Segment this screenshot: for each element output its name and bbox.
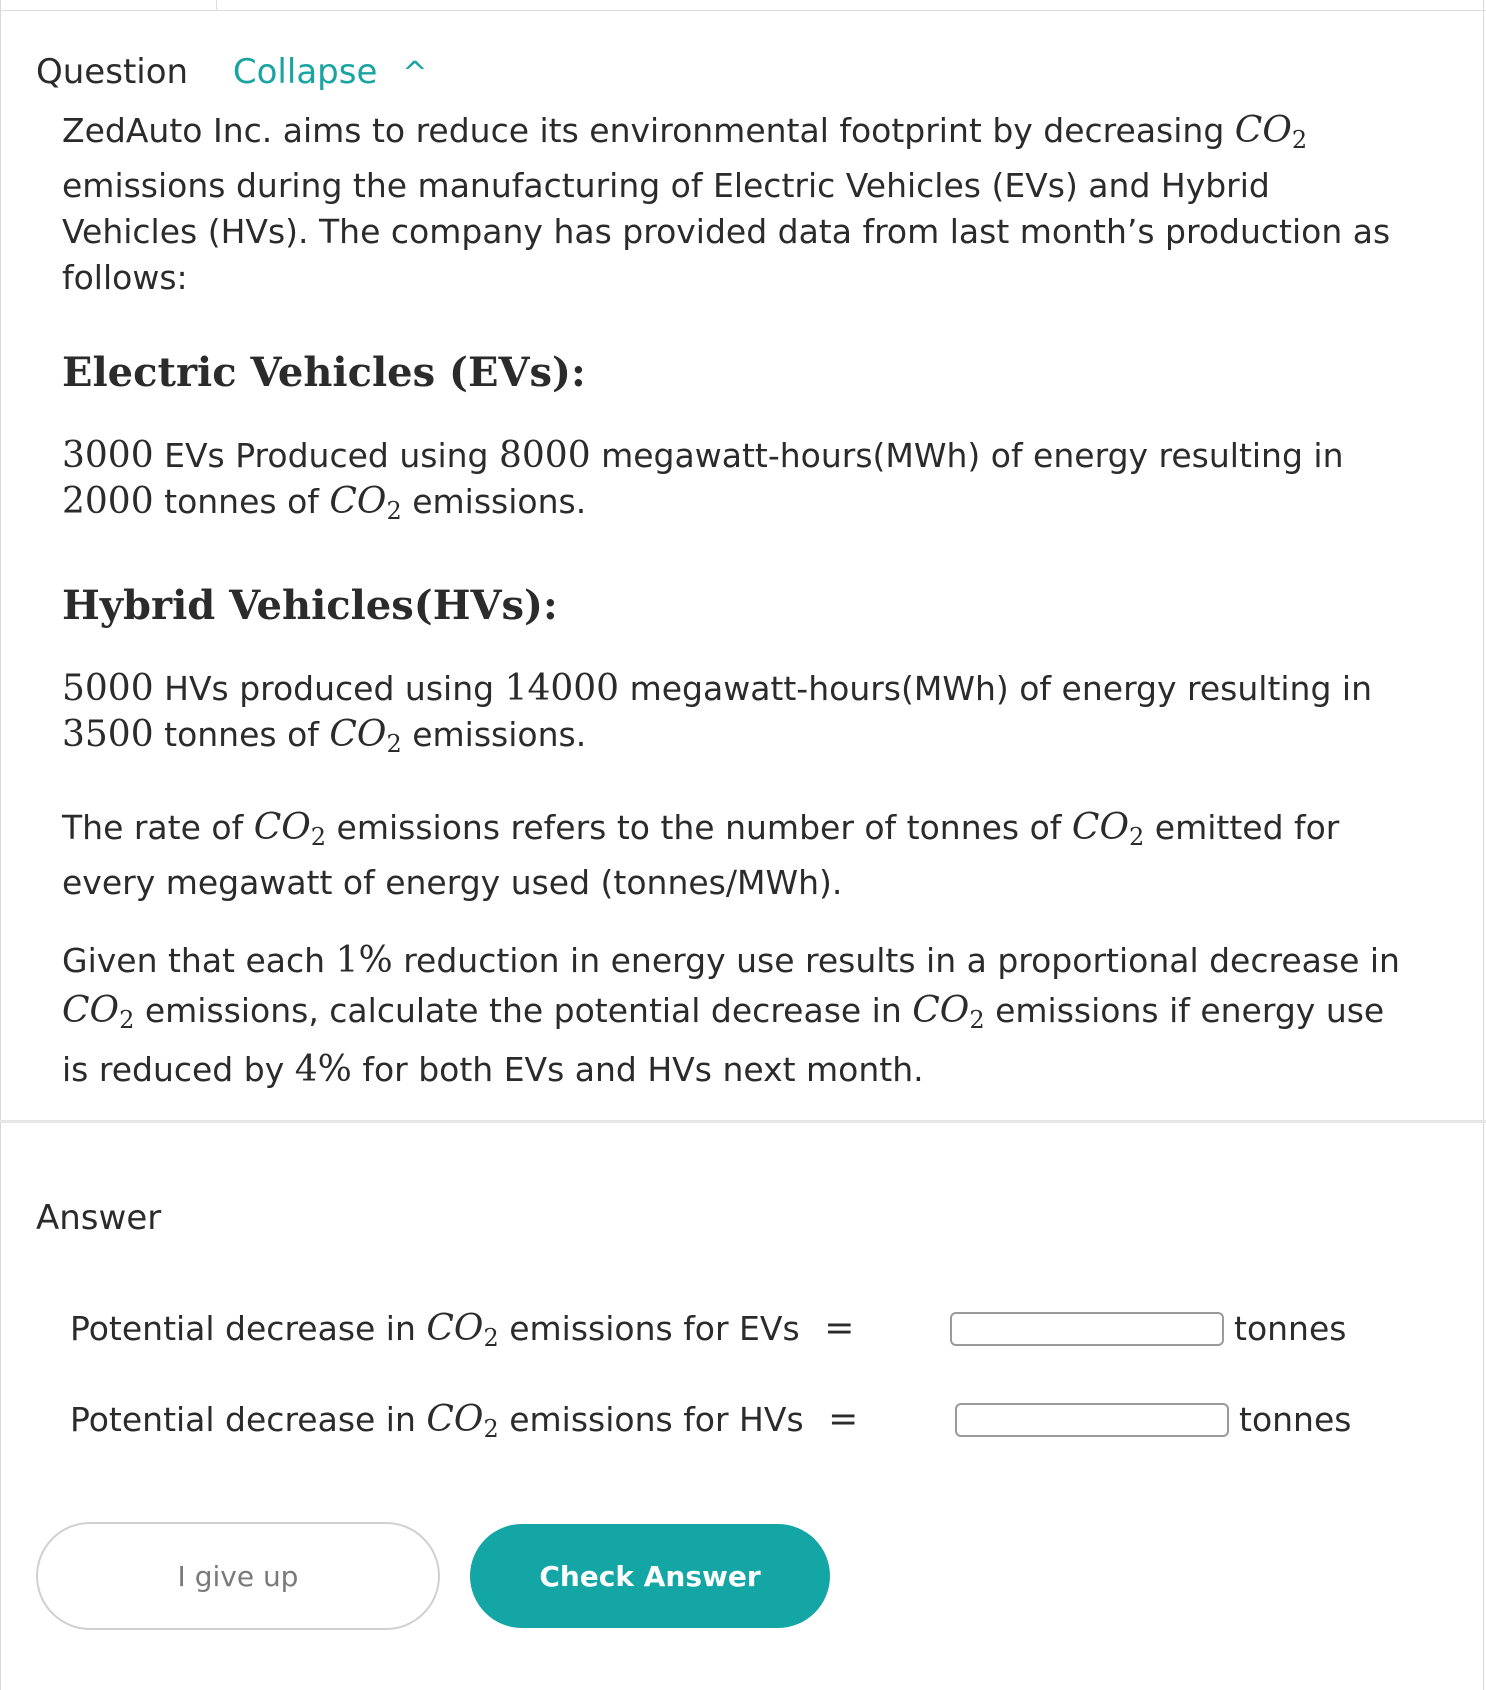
- rate-text-a: The rate of: [62, 808, 244, 847]
- rate-text-c: emitted for every megawatt of energy used (tonnes/MWh).: [62, 808, 1340, 902]
- answer-ev-label-b: emissions for EVs: [509, 1309, 800, 1348]
- given-paragraph: [62, 936, 1412, 1095]
- ev-text-2: megawatt-hours(MWh) of energy resulting in: [601, 436, 1344, 475]
- hv-text-2: megawatt-hours(MWh) of energy resulting in: [629, 669, 1372, 708]
- hv-answer-input[interactable]: [955, 1403, 1229, 1437]
- ev-energy: 8000: [498, 435, 591, 476]
- ev-text-3: tonnes of: [164, 482, 319, 521]
- ev-emissions: 2000: [62, 481, 154, 522]
- given-text-b: reduction in energy use results in a proportional decrease in: [403, 941, 1400, 980]
- given-percent-2: 4%: [294, 1049, 352, 1090]
- intro-paragraph: [62, 108, 1412, 301]
- ev-heading: Electric Vehicles (EVs):: [62, 349, 586, 396]
- answer-row-hv: [70, 1397, 1352, 1452]
- ev-text-4: emissions.: [412, 482, 587, 521]
- rate-text-b: emissions refers to the number of tonnes of: [336, 808, 1062, 847]
- ev-text-1: EVs Produced using: [164, 436, 489, 475]
- given-text-e: for both EVs and HVs next month.: [362, 1050, 924, 1089]
- hv-text-1: HVs produced using: [164, 669, 495, 708]
- question-header: [36, 52, 427, 94]
- given-text-d: emissions if energy use is reduced by: [62, 991, 1385, 1089]
- equals-sign: =: [824, 1308, 855, 1349]
- hv-heading: Hybrid Vehicles(HVs):: [62, 582, 558, 629]
- co2-formula: $CO_2$: [329, 481, 402, 525]
- rate-paragraph: [62, 805, 1412, 906]
- answer-title: Answer: [36, 1198, 162, 1238]
- intro-text-b: emissions during the manufacturing of Electric Vehicles (EVs) and Hybrid Vehicles (HVs). The company has provided data from last month’s production as follows:: [62, 166, 1391, 297]
- ev-count: 3000: [62, 435, 154, 476]
- check-answer-label: Check Answer: [539, 1559, 761, 1593]
- hv-text-4: emissions.: [412, 715, 587, 754]
- top-tick-divider: [216, 0, 217, 10]
- answer-hv-label-a: Potential decrease in: [70, 1400, 416, 1439]
- co2-formula: $CO_2$: [62, 990, 135, 1034]
- hv-emissions: 3500: [62, 714, 154, 755]
- question-body: [62, 108, 1412, 1119]
- caret-up-icon[interactable]: ^: [402, 56, 428, 91]
- top-divider: [0, 10, 1486, 11]
- intro-text-a: ZedAuto Inc. aims to reduce its environmental footprint by decreasing: [62, 111, 1225, 150]
- co2-formula: $CO_2$: [426, 1399, 499, 1443]
- collapse-toggle[interactable]: Collapse: [232, 52, 378, 92]
- answer-ev-label-a: Potential decrease in: [70, 1309, 416, 1348]
- co2-formula: $CO_2$: [329, 714, 402, 758]
- hv-unit-label: tonnes: [1239, 1400, 1352, 1439]
- ev-unit-label: tonnes: [1234, 1309, 1347, 1348]
- co2-formula: $CO_2$: [912, 990, 985, 1034]
- co2-formula: $CO_2$: [253, 807, 327, 851]
- check-answer-button[interactable]: [470, 1524, 830, 1628]
- answer-row-ev: [70, 1306, 1347, 1361]
- hv-count: 5000: [62, 668, 154, 709]
- section-divider: [0, 1120, 1486, 1123]
- co2-formula: $CO_2$: [426, 1308, 499, 1352]
- give-up-label: I give up: [177, 1559, 299, 1593]
- co2-formula: $CO_2$: [1234, 110, 1308, 154]
- given-text-a: Given that each: [62, 941, 326, 980]
- co2-formula: $CO_2$: [1071, 807, 1145, 851]
- answer-hv-label-b: emissions for HVs: [509, 1400, 804, 1439]
- give-up-button[interactable]: [36, 1522, 440, 1630]
- ev-answer-input[interactable]: [950, 1312, 1224, 1346]
- hv-energy: 14000: [504, 668, 620, 709]
- equals-sign: =: [828, 1399, 859, 1440]
- given-percent-1: 1%: [335, 940, 393, 981]
- ev-paragraph: [62, 433, 1412, 534]
- given-text-c: emissions, calculate the potential decrease in: [144, 991, 902, 1030]
- hv-paragraph: [62, 666, 1412, 767]
- hv-text-3: tonnes of: [164, 715, 319, 754]
- question-label: Question: [36, 52, 189, 92]
